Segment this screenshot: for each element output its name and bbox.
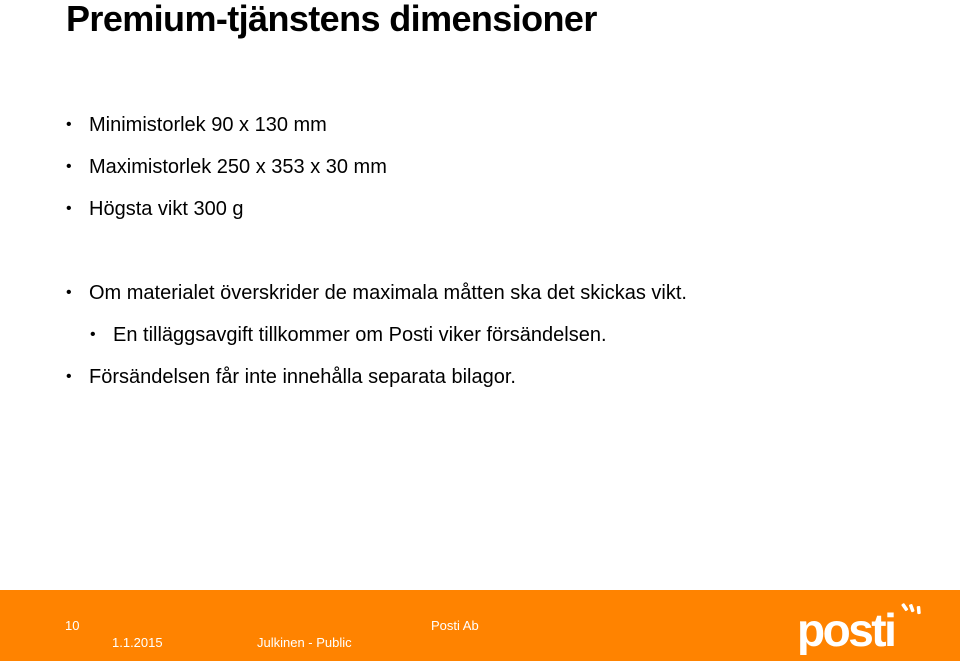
footer-classification: Julkinen - Public [257, 635, 352, 650]
bullet-icon: • [66, 284, 72, 301]
bullet-text: En tilläggsavgift tillkommer om Posti viker försändelsen. [113, 324, 607, 346]
bullet-icon: • [66, 368, 72, 385]
bullet-text: Maximistorlek 250 x 353 x 30 mm [89, 156, 387, 178]
posti-logo [797, 603, 925, 655]
bullet-text: Högsta vikt 300 g [89, 198, 244, 220]
bullet-text: Minimistorlek 90 x 130 mm [89, 114, 327, 136]
bullet-item [66, 281, 687, 305]
bullet-item [66, 197, 244, 221]
bullet-text: Försändelsen får inte innehålla separata bilagor. [89, 366, 516, 388]
bullet-item [66, 155, 387, 179]
posti-logo-text: posti [797, 604, 895, 655]
slide-title: Premium-tjänstens dimensioner [66, 0, 597, 39]
bullet-item [66, 113, 327, 137]
footer-company: Posti Ab [431, 618, 479, 633]
bullet-icon: • [66, 158, 72, 175]
bullet-icon: • [66, 116, 72, 133]
sub-bullet-item [90, 323, 607, 347]
bullet-icon: • [90, 326, 96, 343]
logo-accent-icon [901, 603, 921, 614]
footer-date: 1.1.2015 [112, 635, 163, 650]
bullet-text: Om materialet överskrider de maximala måtten ska det skickas vikt. [89, 282, 687, 304]
bullet-icon: • [66, 200, 72, 217]
page-number: 10 [65, 618, 80, 633]
bullet-item [66, 365, 516, 389]
